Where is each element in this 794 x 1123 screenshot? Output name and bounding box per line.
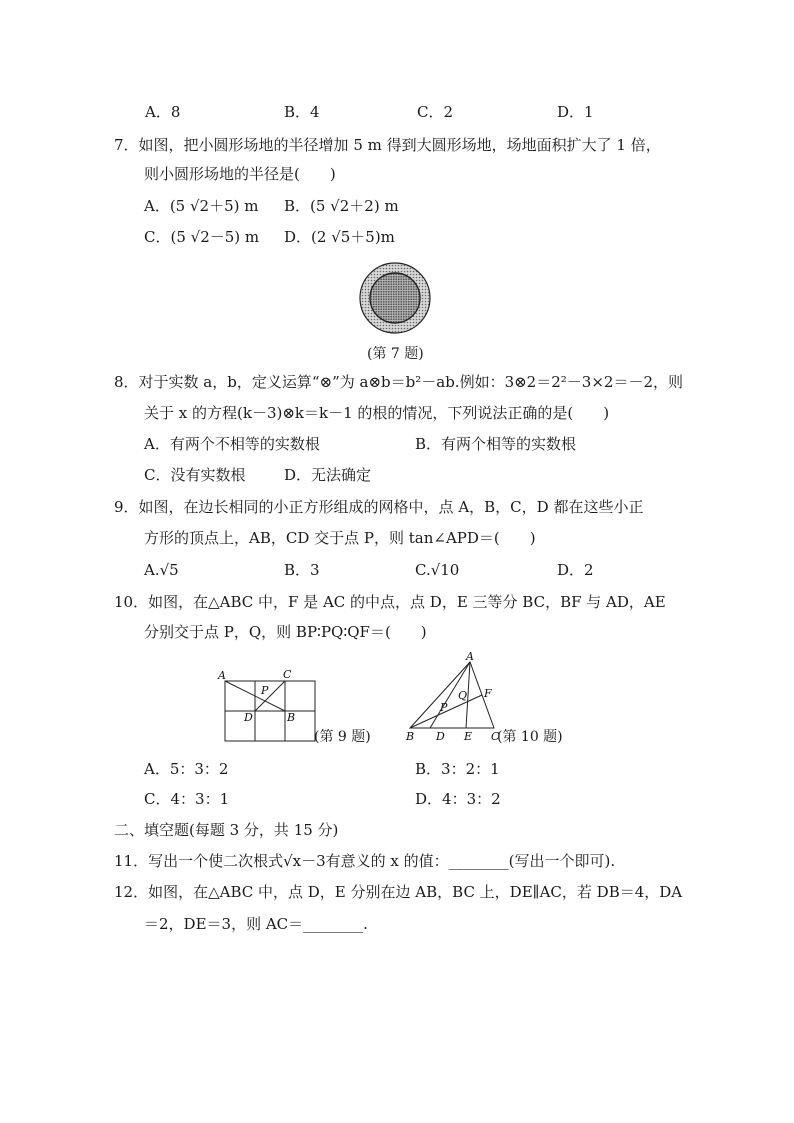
q7-option-c: C．(5 √2－5) m <box>144 228 260 246</box>
q7-stem-line1: 7．如图，把小圆形场地的半径增加 5 m 得到大圆形场地，场地面积扩大了 1 倍， <box>114 136 661 154</box>
q10-stem-line2: 分别交于点 P，Q，则 BP∶PQ∶QF＝( ) <box>144 623 427 641</box>
q10-label-d: D <box>436 730 445 743</box>
q9-option-d: D．2 <box>557 561 594 579</box>
q9-label-p: P <box>261 684 269 697</box>
q9-grid-figure <box>215 666 325 746</box>
q10-label-e: E <box>464 730 473 743</box>
q7-figure-caption: (第 7 题) <box>367 346 424 362</box>
q7-option-b: B．(5 √2＋2) m <box>284 197 399 215</box>
q8-option-b: B．有两个相等的实数根 <box>415 435 577 453</box>
q6-option-b: B．4 <box>284 103 320 121</box>
q10-figure-caption: (第 10 题) <box>497 729 563 745</box>
q8-option-a: A．有两个不相等的实数根 <box>144 435 320 453</box>
q9-label-a: A <box>218 669 226 682</box>
q10-option-d: D．4：3：2 <box>415 790 501 808</box>
q8-stem-line2: 关于 x 的方程(k－3)⊗k＝k－1 的根的情况，下列说法正确的是( ) <box>144 404 610 422</box>
q10-label-a: A <box>466 650 474 663</box>
q10-label-p: P <box>440 701 448 714</box>
q10-label-f: F <box>484 687 492 700</box>
q8-option-d: D．无法确定 <box>284 466 372 484</box>
q8-option-c: C．没有实数根 <box>144 466 246 484</box>
q10-option-b: B．3：2：1 <box>415 760 500 778</box>
q12-stem-line2: ＝2，DE＝3，则 AC＝________. <box>144 915 368 933</box>
q10-label-q: Q <box>458 689 468 702</box>
q7-stem-line2: 则小圆形场地的半径是( ) <box>144 165 336 183</box>
q9-stem-line1: 9．如图，在边长相同的小正方形组成的网格中，点 A，B，C，D 都在这些小正 <box>114 498 644 516</box>
q9-option-c: C.√10 <box>415 561 460 579</box>
q8-stem-line1: 8．对于实数 a，b，定义运算“⊗”为 a⊗b＝b²－ab.例如：3⊗2＝2²－3×2＝－2，则 <box>114 373 683 391</box>
q6-option-d: D．1 <box>557 103 594 121</box>
q9-option-a: A.√5 <box>144 561 179 579</box>
q10-stem-line1: 10．如图，在△ABC 中，F 是 AC 的中点，点 D，E 三等分 BC，BF 与 AD，AE <box>114 593 666 611</box>
q9-figure-caption: (第 9 题) <box>314 729 371 745</box>
q12-stem-line1: 12．如图，在△ABC 中，点 D，E 分别在边 AB，BC 上，DE∥AC，若 DB＝4，DA <box>114 883 683 901</box>
section2-title: 二、填空题(每题 3 分，共 15 分) <box>114 821 339 839</box>
q10-triangle-figure <box>400 650 510 745</box>
q9-label-b: B <box>287 711 296 724</box>
q10-option-a: A．5：3：2 <box>144 760 229 778</box>
q11-stem-line1: 11．写出一个使二次根式√x－3有意义的 x 的值：________(写出一个即可). <box>114 852 616 870</box>
q7-concentric-circles-figure <box>355 258 435 338</box>
q10-label-c: C <box>491 730 500 743</box>
q9-stem-line2: 方形的顶点上，AB，CD 交于点 P，则 tan∠APD＝( ) <box>144 529 536 547</box>
q9-option-b: B．3 <box>284 561 320 579</box>
q10-label-b: B <box>406 730 415 743</box>
q7-option-d: D．(2 √5＋5)m <box>284 228 395 246</box>
q9-label-c: C <box>283 668 292 681</box>
q9-label-d: D <box>244 711 253 724</box>
q10-option-c: C．4：3：1 <box>144 790 230 808</box>
q6-option-a: A．8 <box>145 103 181 121</box>
q7-option-a: A．(5 √2＋5) m <box>144 197 259 215</box>
q6-option-c: C．2 <box>417 103 454 121</box>
